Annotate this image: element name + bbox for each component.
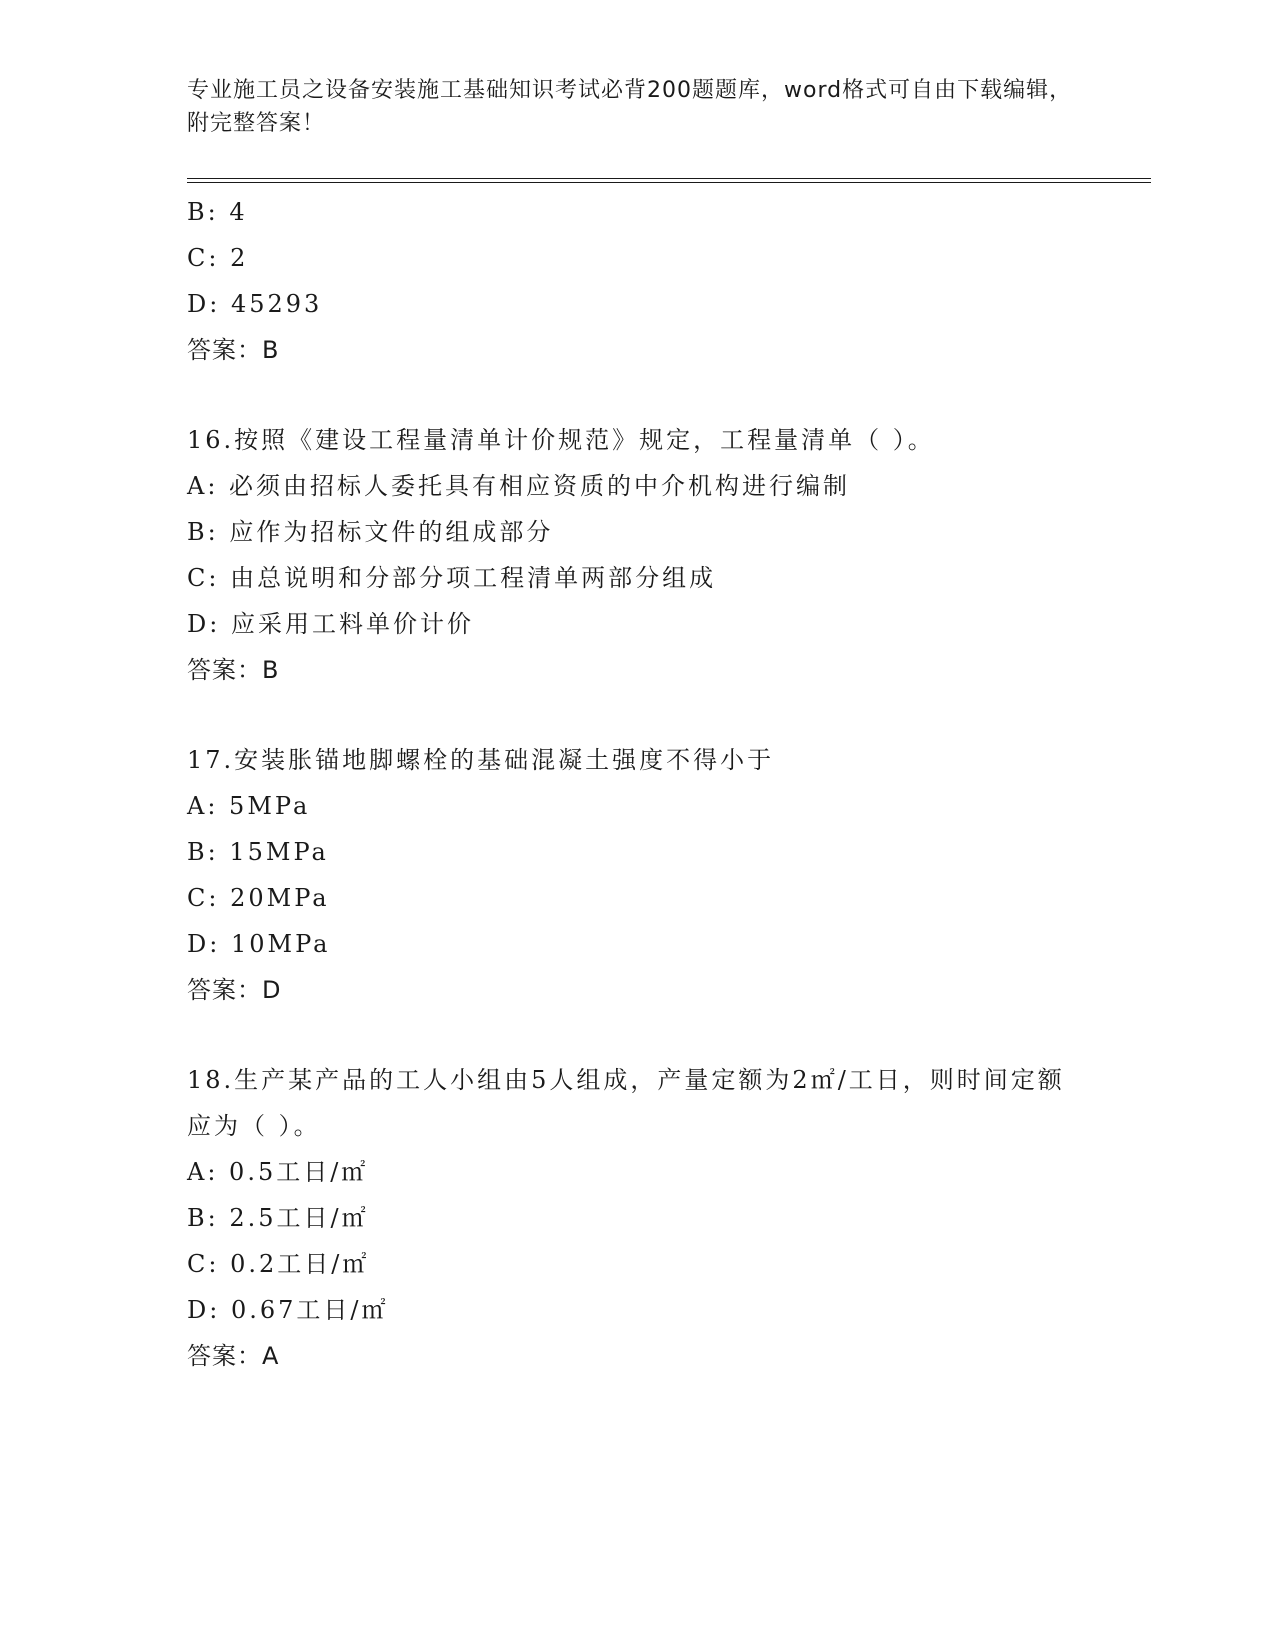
option-c: C: 由总说明和分部分项工程清单两部分组成	[187, 564, 717, 592]
question-stem: 16.按照《建设工程量清单计价规范》规定，工程量清单（ ）。	[187, 426, 935, 454]
answer-line: 答案：B	[187, 656, 280, 684]
question-stem: 17.安装胀锚地脚螺栓的基础混凝土强度不得小于	[187, 746, 775, 774]
header-rule-bottom	[187, 182, 1151, 183]
option-d: D: 45293	[187, 290, 323, 318]
document-header: 专业施工员之设备安装施工基础知识考试必背200题题库，word格式可自由下载编辑，附完整答案！	[187, 78, 1073, 136]
answer-line: 答案：A	[187, 1342, 280, 1370]
option-c: C: 20MPa	[187, 884, 330, 912]
question-15-remainder	[187, 189, 1087, 373]
header-rule-top	[187, 178, 1151, 179]
question-list	[187, 189, 1087, 1379]
option-d: D: 应采用工料单价计价	[187, 610, 474, 638]
option-b: B: 15MPa	[187, 838, 329, 866]
question-16	[187, 417, 1087, 693]
answer-line: 答案：B	[187, 336, 280, 364]
question-stem: 18.生产某产品的工人小组由5人组成，产量定额为2㎡/工日，则时间定额应为（ ）。	[187, 1066, 1065, 1140]
question-17	[187, 737, 1087, 1013]
option-b: B: 4	[187, 198, 248, 226]
option-d: D: 0.67工日/㎡	[187, 1296, 389, 1324]
option-b: B: 2.5工日/㎡	[187, 1204, 369, 1232]
question-gap	[187, 1013, 1087, 1057]
option-c: C: 2	[187, 244, 249, 272]
question-gap	[187, 373, 1087, 417]
option-c: C: 0.2工日/㎡	[187, 1250, 370, 1278]
question-18	[187, 1057, 1087, 1379]
option-b: B: 应作为招标文件的组成部分	[187, 518, 554, 546]
answer-line: 答案：D	[187, 976, 282, 1004]
option-a: A: 5MPa	[187, 792, 311, 820]
option-a: A: 必须由招标人委托具有相应资质的中介机构进行编制	[187, 472, 851, 500]
option-a: A: 0.5工日/㎡	[187, 1158, 369, 1186]
question-gap	[187, 693, 1087, 737]
option-d: D: 10MPa	[187, 930, 331, 958]
